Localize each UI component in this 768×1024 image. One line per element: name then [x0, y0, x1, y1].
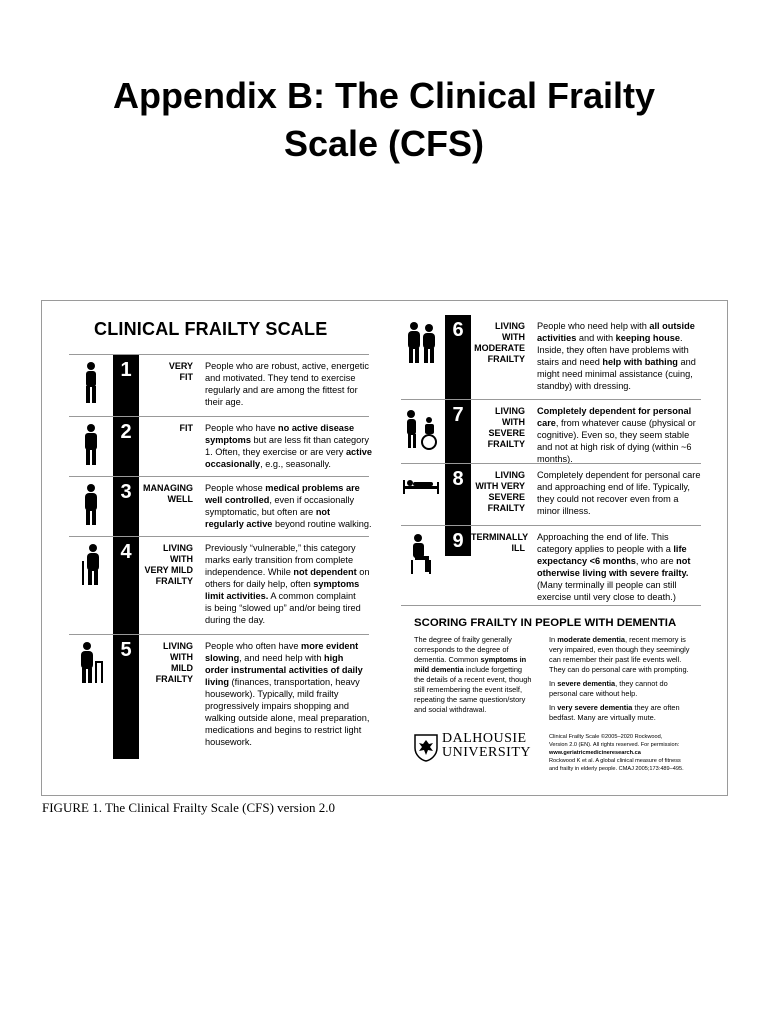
copyright-credit: Clinical Frailty Scale ©2005–2020 Rockwood, Version 2.0 (EN). All rights reserved. For permission: www.geriatricmedicineresearch.ca Rockwood K et al. A global clinical measure of fitness and frailty in elderly people. CMAJ 2005;173:489–495.: [549, 734, 684, 772]
page-title: [0, 72, 768, 168]
level-6: [401, 315, 701, 399]
level-9-label: TERMINALLY ILL: [471, 532, 529, 553]
clinical-frailty-scale-figure: [41, 300, 728, 796]
level-4-description: Previously “vulnerable,” this category marks early transition from complete independence. While not dependent on others for daily help, often symptoms limit activities. A common complaint is being “slowed up” and/or being tired during the day.: [205, 543, 370, 625]
level-7-label: LIVING WITH SEVERE FRAILTY: [487, 406, 525, 449]
person-wheelchair-icon: [405, 406, 439, 455]
level-3-description: People whose medical problems are well controlled, even if occasionally symptomatic, but often are not regularly active beyond routine walking.: [205, 483, 372, 529]
dementia-left-column: The degree of frailty generally corresponds to the degree of dementia. Common symptoms in mild dementia include forgetting the details of a recent event, though still remembering the event itself, repeating the same question/story and social withdrawal.: [414, 635, 532, 714]
page-title-line-1: Appendix B: The Clinical Frailty: [112, 75, 656, 116]
level-6-label: LIVING WITH MODERATE FRAILTY: [474, 321, 525, 364]
shield-icon: [414, 734, 438, 762]
scale-title: CLINICAL FRAILTY SCALE: [94, 319, 328, 339]
person-with-cane-icon: [79, 543, 105, 592]
level-5-number: 5: [113, 635, 139, 759]
level-1-label: VERY FIT: [168, 361, 193, 382]
level-8: [401, 463, 701, 526]
dementia-section-title: SCORING FRAILTY IN PEOPLE WITH DEMENTIA: [414, 617, 677, 629]
level-5-label: LIVING WITH MILD FRAILTY: [155, 641, 193, 684]
university-name: DALHOUSIE UNIVERSITY: [442, 731, 531, 760]
level-2: [69, 416, 372, 477]
level-9-description: Approaching the end of life. This category applies to people with a life expectancy <6 months, who are not otherwise living with severe frailty. (Many terminally ill people can still exercise until very close to death.): [537, 532, 691, 602]
level-6-description: People who need help with all outside activities and with keeping house. Inside, they often have problems with stairs and need help with bathing and might need minimal assistance (cuing, standby) with dressing.: [537, 321, 696, 391]
level-8-description: Completely dependent for personal care and approaching end of life. Typically, they could not recover even from a minor illness.: [537, 470, 701, 516]
level-7-number: 7: [445, 400, 471, 464]
level-4-number: 4: [113, 537, 139, 635]
level-2-description: People who have no active disease symptoms but are less fit than category 1. Often, they exercise or are very active occasionally, e.g., seasonally.: [205, 423, 372, 469]
level-2-number: 2: [113, 417, 139, 477]
level-2-label: FIT: [179, 423, 193, 433]
level-1-number: 1: [113, 355, 139, 417]
person-with-walker-icon: [77, 641, 105, 690]
level-4-label: LIVING WITH VERY MILD FRAILTY: [144, 543, 193, 586]
level-1: [69, 354, 369, 417]
figure-caption: FIGURE 1. The Clinical Frailty Scale (CFS) version 2.0: [42, 800, 335, 815]
level-5-description: People who often have more evident slowing, and need help with high order instrumental activities of daily living (finances, transportation, heavy housework). Typically, mild frailty progressively impairs shopping and walking outside alone, meal preparation, medications and begins to restrict light housework.: [205, 641, 370, 747]
dementia-divider: [401, 605, 701, 606]
level-8-label: LIVING WITH VERY SEVERE FRAILTY: [475, 470, 525, 513]
level-3: [69, 476, 372, 537]
level-1-description: People who are robust, active, energetic and motivated. They tend to exercise regularly and are among the fittest for their age.: [205, 361, 369, 407]
level-7: [401, 399, 701, 464]
page-title-line-2: Scale (CFS): [283, 123, 485, 164]
level-4: [69, 536, 369, 635]
dementia-right-column: In moderate dementia, recent memory is very impaired, even though they seemingly can remember their past life events well. They can do personal care with prompting. In severe dementia, they cannot do personal care without help. In very severe dementia they are often bedfast. Many are virtually mute.: [549, 635, 690, 722]
level-3-label: MANAGING WELL: [143, 483, 193, 504]
level-6-number: 6: [445, 315, 471, 399]
person-in-bed-icon: [403, 476, 439, 501]
person-assisted-walking-icon: [405, 321, 437, 370]
person-walking-icon: [81, 423, 101, 472]
level-8-number: 8: [445, 464, 471, 526]
level-7-description: Completely dependent for personal care, from whatever cause (physical or cognitive). Even so, they seem stable and not at high risk of dying (within ~6 months).: [537, 406, 696, 464]
level-3-number: 3: [113, 477, 139, 537]
level-9: [401, 525, 701, 604]
person-managing-icon: [81, 483, 101, 532]
person-standing-icon: [81, 361, 101, 410]
level-9-number: 9: [445, 526, 471, 556]
dalhousie-logo: [414, 732, 542, 764]
level-5: [69, 634, 369, 759]
person-seated-icon: [409, 532, 435, 581]
